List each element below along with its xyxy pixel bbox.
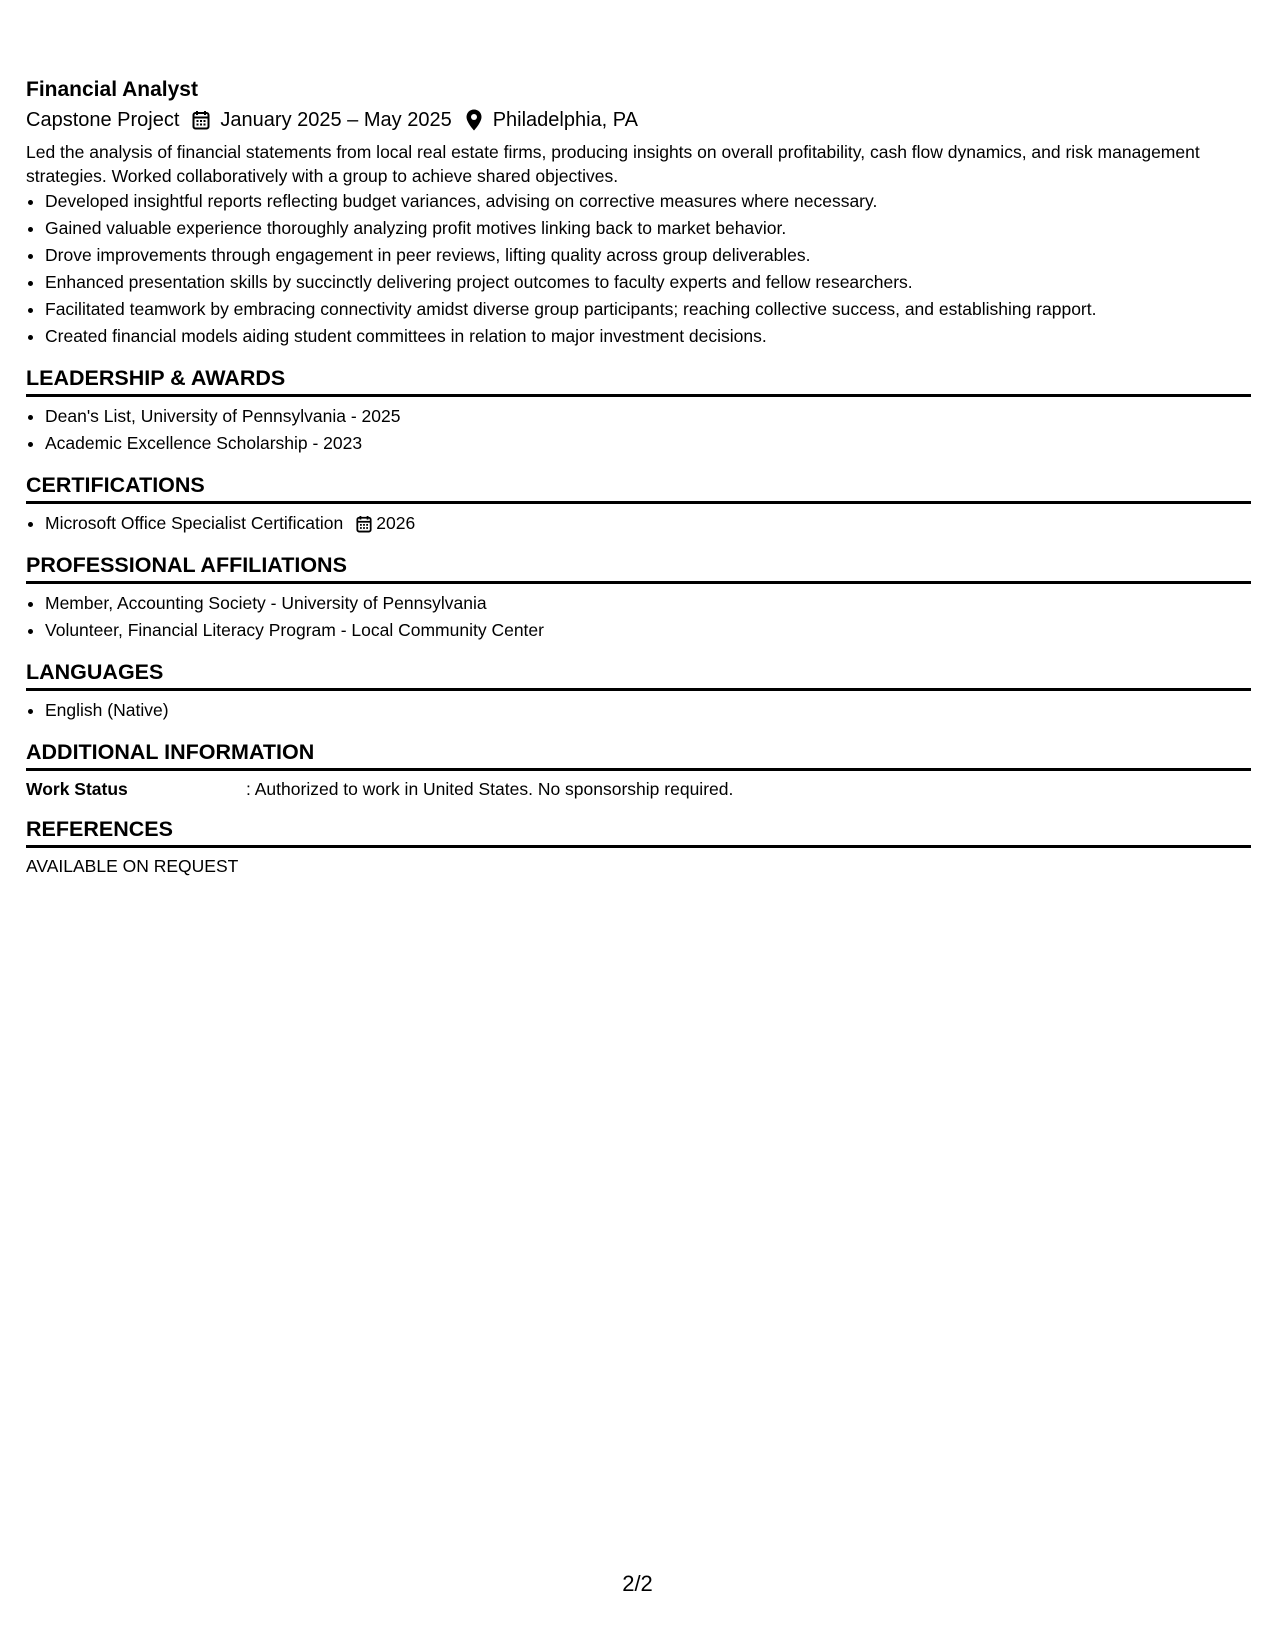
section-heading: ADDITIONAL INFORMATION: [26, 738, 1251, 771]
work-status-label: Work Status: [26, 779, 128, 799]
calendar-icon: [355, 514, 373, 534]
list-item: • Facilitated teamwork by embracing connectivity amidst diverse group participants; reaching collective success, and establishing rapport.: [45, 296, 1251, 323]
list-item: • English (Native): [45, 697, 1251, 724]
certification-year: 2026: [376, 513, 416, 533]
list-item: • Developed insightful reports reflecting budget variances, advising on corrective measures where necessary.: [45, 188, 1251, 215]
map-pin-icon: [464, 109, 484, 131]
experience-entry: [26, 76, 1251, 350]
job-title: Financial Analyst: [26, 78, 198, 101]
job-bullets: [26, 188, 1251, 350]
section-heading: PROFESSIONAL AFFILIATIONS: [26, 551, 1251, 584]
calendar-icon: [191, 109, 211, 131]
leadership-list: [26, 403, 1251, 457]
job-description: Led the analysis of financial statements from local real estate firms, producing insights on overall profitability, cash flow dynamics, and risk management strategies. Worked collaboratively with a group to achieve shared objectives.: [26, 142, 1200, 186]
certification-entry: [45, 510, 415, 537]
list-item: • Academic Excellence Scholarship - 2023: [45, 430, 1251, 457]
location: Philadelphia, PA: [492, 109, 638, 131]
section-heading: CERTIFICATIONS: [26, 471, 1251, 504]
section-languages: [26, 658, 1251, 724]
languages-list: [26, 697, 1251, 724]
list-item: [45, 510, 1251, 537]
section-heading: LANGUAGES: [26, 658, 1251, 691]
list-item: • Drove improvements through engagement in peer reviews, lifting quality across group deliverables.: [45, 242, 1251, 269]
section-certifications: [26, 471, 1251, 537]
affiliations-list: [26, 590, 1251, 644]
list-item: • Dean's List, University of Pennsylvania - 2025: [45, 403, 1251, 430]
job-meta: [26, 106, 1251, 134]
resume-page: [26, 76, 1251, 878]
certification-name: • Microsoft Office Specialist Certification: [45, 513, 344, 533]
date-range: January 2025 – May 2025: [220, 109, 452, 131]
section-heading: REFERENCES: [26, 815, 1251, 848]
work-status-row: [26, 777, 1251, 801]
organization: Capstone Project: [26, 109, 180, 131]
section-additional-information: [26, 738, 1251, 801]
list-item: • Gained valuable experience thoroughly analyzing profit motives linking back to market behavior.: [45, 215, 1251, 242]
certifications-list: [26, 510, 1251, 537]
list-item: • Created financial models aiding student committees in relation to major investment decisions.: [45, 323, 1251, 350]
page-number: 2/2: [622, 1571, 653, 1596]
section-references: [26, 815, 1251, 878]
list-item: • Enhanced presentation skills by succinctly delivering project outcomes to faculty experts and fellow researchers.: [45, 269, 1251, 296]
work-status-value: : Authorized to work in United States. No sponsorship required.: [246, 779, 734, 799]
section-heading: LEADERSHIP & AWARDS: [26, 364, 1251, 397]
section-affiliations: [26, 551, 1251, 644]
references-text: AVAILABLE ON REQUEST: [26, 856, 239, 876]
list-item: • Volunteer, Financial Literacy Program - Local Community Center: [45, 617, 1251, 644]
section-leadership: [26, 364, 1251, 457]
list-item: • Member, Accounting Society - University of Pennsylvania: [45, 590, 1251, 617]
